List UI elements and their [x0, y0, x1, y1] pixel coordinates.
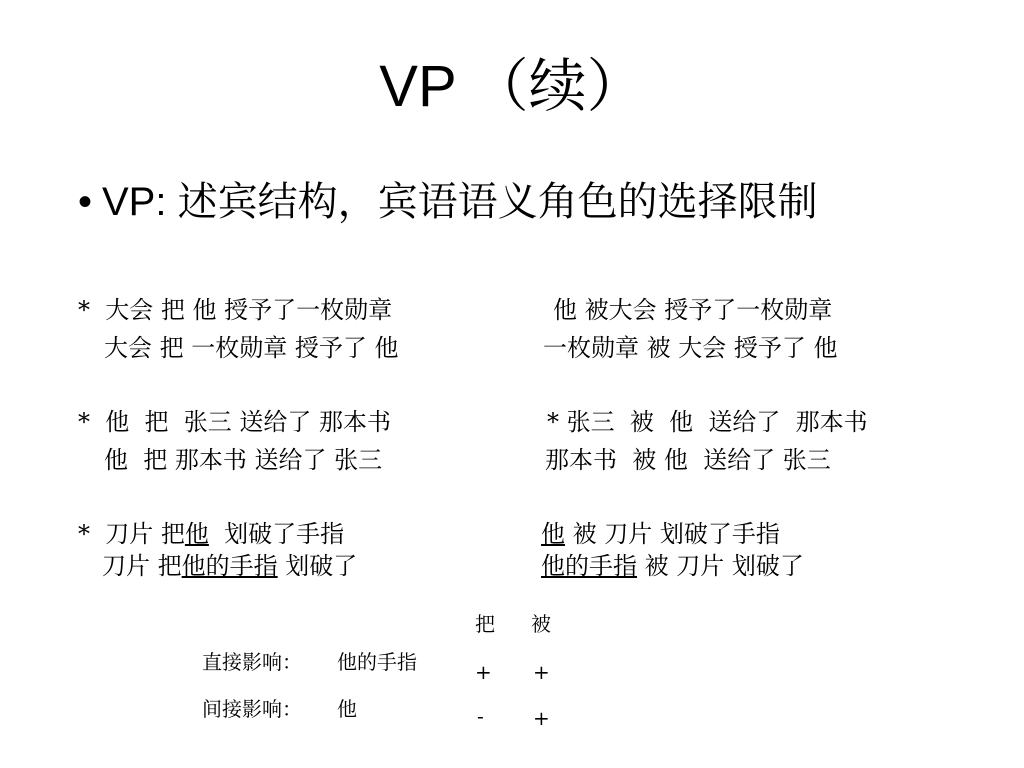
title-main: VP	[379, 54, 457, 119]
table-row2-ba: -	[477, 704, 484, 728]
g3-l2-left-prefix: 刀片 把	[102, 552, 182, 580]
g3-l1-left-prefix: * 刀片 把	[78, 520, 185, 548]
example-g3-l2-left	[102, 552, 357, 581]
title-paren: （续）	[470, 54, 645, 119]
example-g3-l1-left	[78, 520, 344, 549]
table-col-bei: 被	[531, 612, 551, 636]
example-g2-l1-left: * 他 把 张三 送给了 那本书	[78, 408, 392, 436]
g3-l2-right-underlined: 他的手指	[541, 552, 637, 580]
table-row2-value: 他	[337, 697, 357, 721]
g3-l1-right-suffix: 被 刀片 划破了手指	[565, 520, 780, 548]
bullet-text: VP: 述宾结构，宾语语义角色的选择限制	[102, 180, 818, 224]
slide-title	[0, 52, 1024, 122]
example-g1-l1-right: 他 被大会 授予了一枚勋章	[553, 296, 833, 324]
table-row1-bei: +	[533, 660, 550, 684]
g3-l2-left-suffix: 划破了	[277, 552, 358, 580]
example-g3-l2-right	[541, 552, 804, 581]
table-row1-value: 他的手指	[337, 650, 417, 674]
g3-l2-left-underlined: 他的手指	[181, 552, 278, 580]
g3-l1-right-underlined: 他	[541, 520, 565, 548]
example-g2-l2-right: 那本书 被 他 送给了 张三	[545, 446, 831, 474]
example-g1-l2-left: 大会 把 一枚勋章 授予了 他	[104, 334, 399, 362]
table-col-ba: 把	[475, 612, 495, 636]
bullet-marker: •	[78, 180, 93, 224]
g3-l2-right-suffix: 被 刀片 划破了	[637, 552, 804, 580]
example-g1-l1-left: * 大会 把 他 授予了一枚勋章	[78, 296, 393, 324]
table-row1-label: 直接影响：	[202, 650, 302, 674]
bullet-point	[78, 178, 818, 226]
example-g2-l2-left: 他 把 那本书 送给了 张三	[104, 446, 383, 474]
g3-l1-left-underlined: 他	[184, 520, 209, 548]
example-g1-l2-right: 一枚勋章 被 大会 授予了 他	[543, 334, 838, 362]
example-g3-l1-right	[541, 520, 780, 549]
table-row2-label: 间接影响：	[202, 697, 302, 721]
g3-l1-left-suffix: 划破了手指	[208, 520, 345, 548]
table-row1-ba: +	[475, 660, 492, 684]
table-row2-bei: +	[533, 706, 550, 730]
example-g2-l1-right: * 张三 被 他 送给了 那本书	[547, 408, 868, 436]
